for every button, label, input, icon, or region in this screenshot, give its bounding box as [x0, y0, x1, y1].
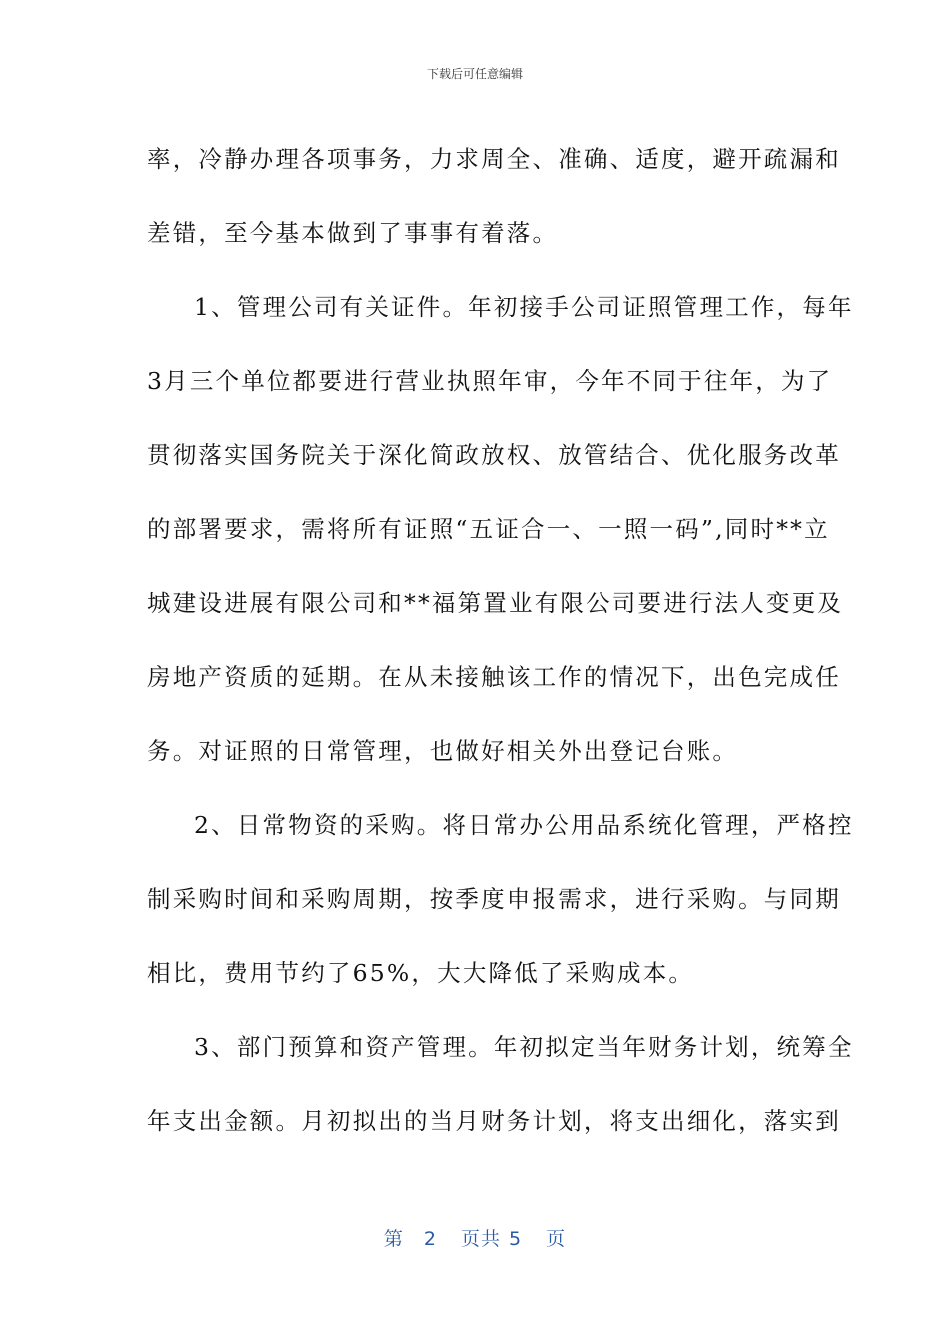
- text-line: 年支出金额。月初拟出的当月财务计划，将支出细化，落实到: [147, 1107, 841, 1135]
- total-pages-number: 5: [509, 1228, 523, 1250]
- paragraph-item-3: [147, 1010, 854, 1158]
- page-header-note: 下载后可任意编辑: [426, 67, 523, 81]
- current-page-number: 2: [423, 1228, 437, 1250]
- text-line: 3、部门预算和资产管理。年初拟定当年财务计划，统筹全: [194, 1033, 854, 1061]
- text-line: 房地产资质的延期。在从未接触该工作的情况下，出色完成任: [147, 663, 841, 691]
- text-line: 贯彻落实国务院关于深化简政放权、放管结合、优化服务改革: [147, 441, 841, 469]
- document-body: [147, 122, 854, 1158]
- paragraph-continuation: [147, 122, 841, 270]
- text-line: 务。对证照的日常管理，也做好相关外出登记台账。: [147, 737, 739, 765]
- page-footer: [0, 1226, 950, 1252]
- text-line: 2、日常物资的采购。将日常办公用品系统化管理，严格控: [194, 811, 854, 839]
- text-line: 的部署要求，需将所有证照“五证合一、一照一码”,同时**立: [147, 515, 830, 543]
- footer-prefix: 第: [383, 1228, 404, 1250]
- footer-suffix: 页: [546, 1228, 567, 1250]
- text-line: 制采购时间和采购周期，按季度申报需求，进行采购。与同期: [147, 885, 841, 913]
- footer-middle: 页共: [460, 1228, 501, 1250]
- text-line: 1、管理公司有关证件。年初接手公司证照管理工作，每年: [194, 293, 854, 321]
- text-line: 3月三个单位都要进行营业执照年审，今年不同于往年，为了: [147, 367, 833, 395]
- paragraph-item-2: [147, 788, 854, 1010]
- paragraph-item-1: [147, 270, 854, 788]
- text-line: 率，冷静办理各项事务，力求周全、准确、适度，避开疏漏和: [147, 145, 841, 173]
- text-line: 相比，费用节约了65%，大大降低了采购成本。: [147, 959, 695, 987]
- text-line: 差错，至今基本做到了事事有着落。: [147, 219, 559, 247]
- text-line: 城建设进展有限公司和**福第置业有限公司要进行法人变更及: [147, 589, 844, 617]
